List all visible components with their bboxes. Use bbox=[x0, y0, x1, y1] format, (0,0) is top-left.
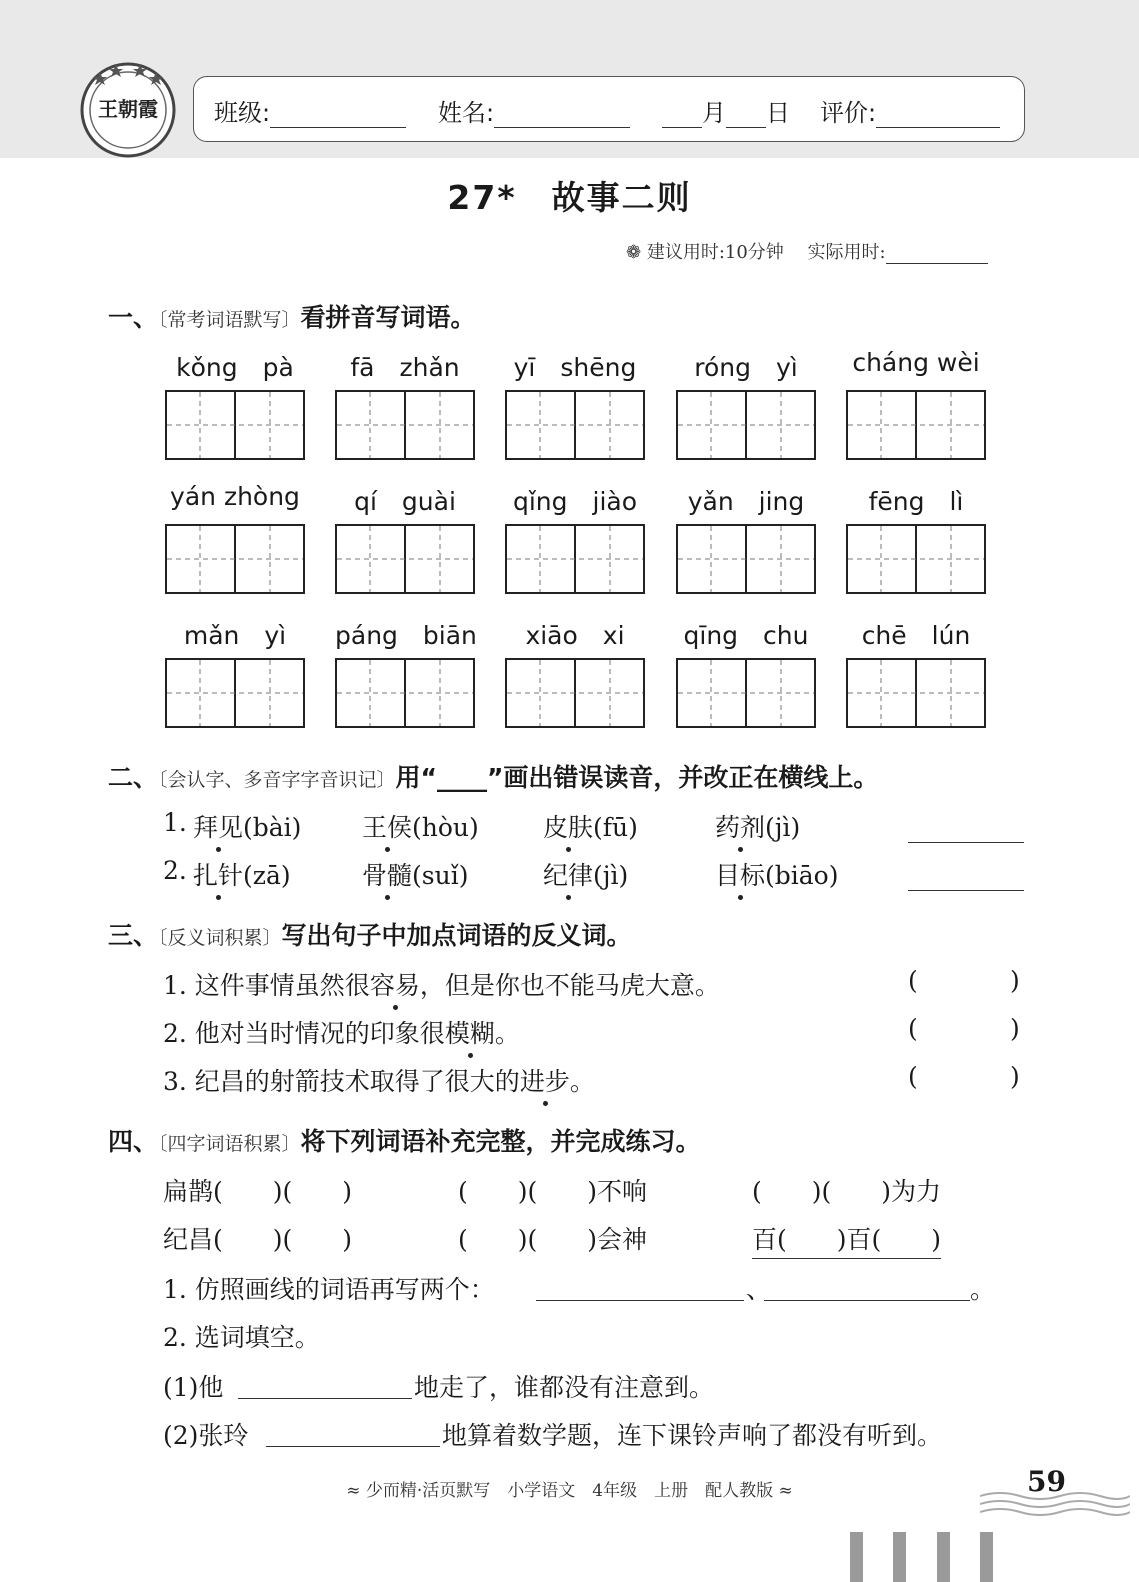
edge-bar bbox=[850, 1532, 863, 1582]
writing-grid-cell[interactable] bbox=[165, 390, 305, 460]
pinyin: (hòu) bbox=[412, 813, 479, 842]
page-number: 59 bbox=[1027, 1465, 1066, 1498]
class-field[interactable] bbox=[270, 101, 406, 128]
suggested-time: 建议用时:10分钟 bbox=[646, 242, 784, 263]
time-note bbox=[626, 238, 988, 264]
word: 拜见 bbox=[193, 808, 243, 844]
actual-time-label: 实际用时: bbox=[807, 242, 886, 263]
wave-decoration bbox=[980, 1488, 1130, 1522]
idiom-fill[interactable]: 扁鹊( )( ) bbox=[163, 1177, 353, 1206]
pinyin-label: yán zhòng bbox=[170, 482, 300, 511]
idiom-fill[interactable]: 纪昌( )( ) bbox=[163, 1225, 353, 1254]
section-2-heading bbox=[108, 758, 878, 794]
idiom-fill[interactable]: ( )( )为力 bbox=[752, 1177, 942, 1206]
edge-bar bbox=[980, 1532, 993, 1582]
word: 王侯 bbox=[362, 808, 412, 844]
section-instruction: 写出句子中加点词语的反义词。 bbox=[281, 921, 632, 950]
antonym-sentence-1: 1. 这件事情虽然很容易，但是你也不能马虎大意。 bbox=[163, 966, 720, 1002]
idiom-fill[interactable]: ( )( )不响 bbox=[458, 1177, 648, 1206]
answer-line[interactable] bbox=[908, 840, 1024, 843]
answer-line[interactable] bbox=[908, 888, 1024, 891]
dotted-word: 模糊 bbox=[445, 1014, 495, 1050]
row-number: 2. bbox=[163, 856, 187, 885]
pinyin-label: yī shēng bbox=[513, 353, 637, 382]
writing-grid-cell[interactable] bbox=[165, 524, 305, 594]
pron-item bbox=[543, 808, 638, 844]
pinyin: (biāo) bbox=[765, 861, 839, 890]
word: 扎针 bbox=[193, 856, 243, 892]
pron-row-1 bbox=[163, 808, 187, 837]
footer: ≈ 少而精·活页默写 小学语文 4年级 上册 配人教版 ≈ bbox=[346, 1481, 793, 1501]
pinyin: (fū) bbox=[593, 813, 638, 842]
pron-row-2 bbox=[163, 856, 187, 885]
section-instruction: 看拼音写词语。 bbox=[300, 303, 476, 332]
pinyin-label: xiāo xi bbox=[525, 621, 625, 650]
fill-sentence-2-pre: (2)张玲 bbox=[163, 1421, 249, 1450]
publisher-logo bbox=[78, 58, 178, 158]
pinyin-label: kǒng pà bbox=[176, 353, 294, 382]
pron-item bbox=[715, 856, 838, 892]
actual-time-field[interactable] bbox=[886, 241, 988, 264]
section-instruction: 将下列词语补充完整，并完成练习。 bbox=[300, 1127, 701, 1156]
word: 目标 bbox=[715, 856, 765, 892]
pinyin-label: qīng chu bbox=[683, 621, 809, 650]
word: 皮肤 bbox=[543, 808, 593, 844]
pinyin-label: páng biān bbox=[335, 621, 477, 650]
pinyin-label: cháng wèi bbox=[852, 348, 980, 377]
name-field[interactable] bbox=[494, 101, 630, 128]
writing-grid-cell[interactable] bbox=[505, 390, 645, 460]
day-field[interactable] bbox=[726, 101, 766, 128]
month-label: 月 bbox=[702, 99, 726, 127]
answer-line[interactable] bbox=[536, 1298, 744, 1301]
section-number: 三、 bbox=[108, 921, 159, 950]
student-info-box bbox=[193, 76, 1025, 142]
writing-grid-cell[interactable] bbox=[505, 658, 645, 728]
pinyin-label: chē lún bbox=[861, 621, 971, 650]
answer-line[interactable] bbox=[266, 1444, 440, 1447]
writing-grid-cell[interactable] bbox=[676, 658, 816, 728]
answer-paren-open: ( bbox=[908, 966, 918, 995]
section-tag: 〔反义词积累〕 bbox=[158, 927, 282, 949]
pinyin: (zā) bbox=[243, 861, 291, 890]
day-label: 日 bbox=[766, 99, 790, 127]
section-instruction: 用“____”画出错误读音，并改正在横线上。 bbox=[395, 763, 879, 792]
lesson-title: 27* 故事二则 bbox=[447, 178, 692, 217]
answer-paren-close: ) bbox=[1010, 966, 1020, 995]
imitate-question: 1. 仿照画线的词语再写两个： bbox=[163, 1275, 495, 1304]
antonym-sentence-3: 3. 纪昌的射箭技术取得了很大的进步。 bbox=[163, 1062, 595, 1098]
name-label: 姓名: bbox=[438, 99, 495, 127]
writing-grid-cell[interactable] bbox=[846, 524, 986, 594]
end-mark: 。 bbox=[970, 1275, 996, 1304]
class-label: 班级: bbox=[214, 99, 271, 127]
answer-line[interactable] bbox=[238, 1396, 412, 1399]
section-number: 一、 bbox=[108, 303, 159, 332]
logo-text: 王朝霞 bbox=[98, 97, 158, 121]
section-tag: 〔常考词语默写〕 bbox=[158, 309, 301, 331]
writing-grid-cell[interactable] bbox=[335, 658, 475, 728]
word: 骨髓 bbox=[362, 856, 412, 892]
answer-paren-open: ( bbox=[908, 1062, 918, 1091]
section-4-heading bbox=[108, 1122, 701, 1158]
answer-paren-close: ) bbox=[1010, 1014, 1020, 1043]
pinyin-label: yǎn jing bbox=[687, 487, 805, 516]
pron-item bbox=[715, 808, 800, 844]
month-field[interactable] bbox=[662, 101, 702, 128]
writing-grid-cell[interactable] bbox=[335, 524, 475, 594]
pron-item bbox=[193, 856, 291, 892]
clock-icon: ❁ bbox=[626, 242, 642, 263]
pinyin: (jì) bbox=[593, 861, 629, 890]
edge-bar bbox=[937, 1532, 950, 1582]
word: 纪律 bbox=[543, 856, 593, 892]
writing-grid-cell[interactable] bbox=[846, 658, 986, 728]
answer-paren-open: ( bbox=[908, 1014, 918, 1043]
eval-field[interactable] bbox=[876, 101, 1000, 128]
pinyin-label: mǎn yì bbox=[183, 621, 287, 650]
pron-item bbox=[362, 856, 468, 892]
pinyin-label: róng yì bbox=[694, 353, 798, 382]
answer-line[interactable] bbox=[764, 1298, 970, 1301]
writing-grid-cell[interactable] bbox=[846, 390, 986, 460]
eval-label: 评价: bbox=[820, 99, 877, 127]
writing-grid-cell[interactable] bbox=[505, 524, 645, 594]
pinyin-label: qí guài bbox=[354, 487, 456, 516]
fill-sentence-1-pre: (1)他 bbox=[163, 1373, 224, 1402]
antonym-sentence-2: 2. 他对当时情况的印象很模糊。 bbox=[163, 1014, 520, 1050]
section-3-heading bbox=[108, 916, 632, 952]
pinyin: (bài) bbox=[243, 813, 302, 842]
row-number: 1. bbox=[163, 808, 187, 837]
pinyin-label: fēng lì bbox=[868, 487, 964, 516]
pron-item bbox=[362, 808, 479, 844]
section-tag: 〔会认字、多音字字音识记〕 bbox=[158, 769, 396, 791]
section-1-heading bbox=[108, 298, 476, 334]
writing-grid-cell[interactable] bbox=[165, 658, 305, 728]
writing-grid-cell[interactable] bbox=[676, 390, 816, 460]
dotted-word: 容易 bbox=[370, 966, 420, 1002]
idiom-fill[interactable]: ( )( )会神 bbox=[458, 1225, 648, 1254]
edge-bar bbox=[893, 1532, 906, 1582]
pron-item bbox=[193, 808, 301, 844]
pinyin-label: qǐng jiào bbox=[512, 487, 638, 516]
fill-sentence-2-post: 地算着数学题，连下课铃声响了都没有听到。 bbox=[442, 1421, 943, 1450]
fill-sentence-1-post: 地走了，谁都没有注意到。 bbox=[414, 1373, 715, 1402]
section-number: 二、 bbox=[108, 763, 159, 792]
section-tag: 〔四字词语积累〕 bbox=[158, 1133, 301, 1155]
word: 药剂 bbox=[715, 808, 765, 844]
pinyin: (suǐ) bbox=[412, 861, 469, 890]
answer-paren-close: ) bbox=[1010, 1062, 1020, 1091]
pinyin: (jì) bbox=[765, 813, 801, 842]
dotted-word: 进步 bbox=[520, 1062, 570, 1098]
idiom-fill-underlined[interactable]: 百( )百( ) bbox=[752, 1220, 941, 1259]
writing-grid-cell[interactable] bbox=[676, 524, 816, 594]
pron-item bbox=[543, 856, 628, 892]
section-number: 四、 bbox=[108, 1127, 159, 1156]
pinyin-label: fā zhǎn bbox=[350, 353, 460, 382]
choose-word-question: 2. 选词填空。 bbox=[163, 1323, 320, 1352]
writing-grid-cell[interactable] bbox=[335, 390, 475, 460]
separator: 、 bbox=[746, 1275, 772, 1304]
